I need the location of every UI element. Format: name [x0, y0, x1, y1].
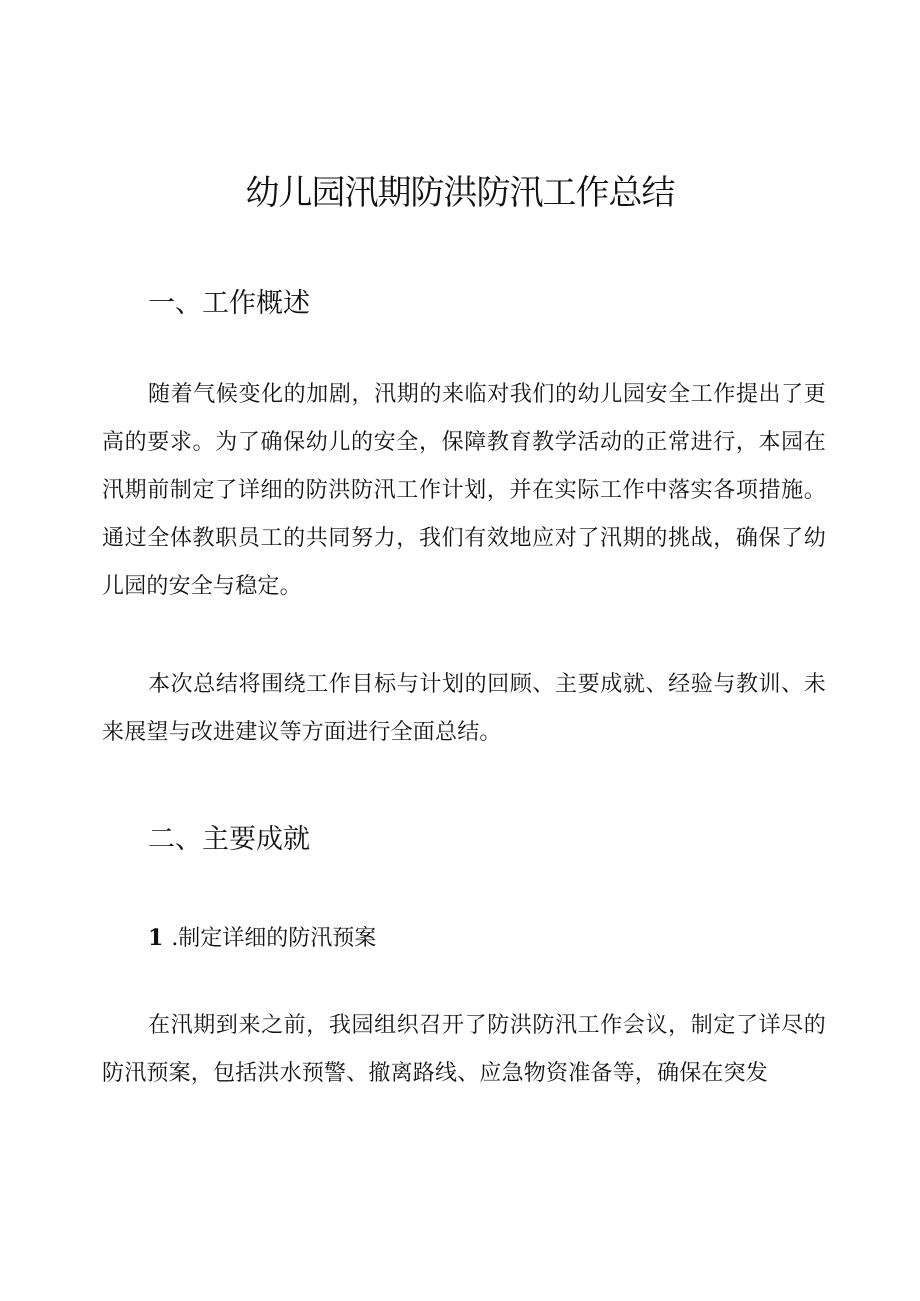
section-heading-achievements: 二、主要成就 — [148, 824, 310, 855]
overview-paragraph-1: 随着气候变化的加剧，汛期的来临对我们的幼儿园安全工作提出了更高的要求。为了确保幼儿的安全，保障教育教学活动的正常进行，本园在汛期前制定了详细的防洪防汛工作计划，并在实际工作中落实各项措施。通过全体教职员工的共同努力，我们有效地应对了汛期的挑战，确保了幼儿园的安全与稳定。 — [102, 382, 826, 599]
overview-paragraph-2: 本次总结将围绕工作目标与计划的回顾、主要成就、经验与教训、未来展望与改进建议等方面进行全面总结。 — [102, 672, 826, 745]
subsection-heading-flood-plan — [148, 918, 376, 959]
flood-plan-paragraph: 在汛期到来之前，我园组织召开了防洪防汛工作会议，制定了详尽的防汛预案，包括洪水预警、撤离路线、应急物资准备等，确保在突发 — [102, 1013, 826, 1086]
section-heading-overview: 一、工作概述 — [148, 288, 310, 319]
document-title: 幼儿园汛期防洪防汛工作总结 — [245, 173, 675, 213]
subsection-number: 1 — [148, 925, 164, 951]
subsection-title: .制定详细的防汛预案 — [171, 926, 377, 951]
